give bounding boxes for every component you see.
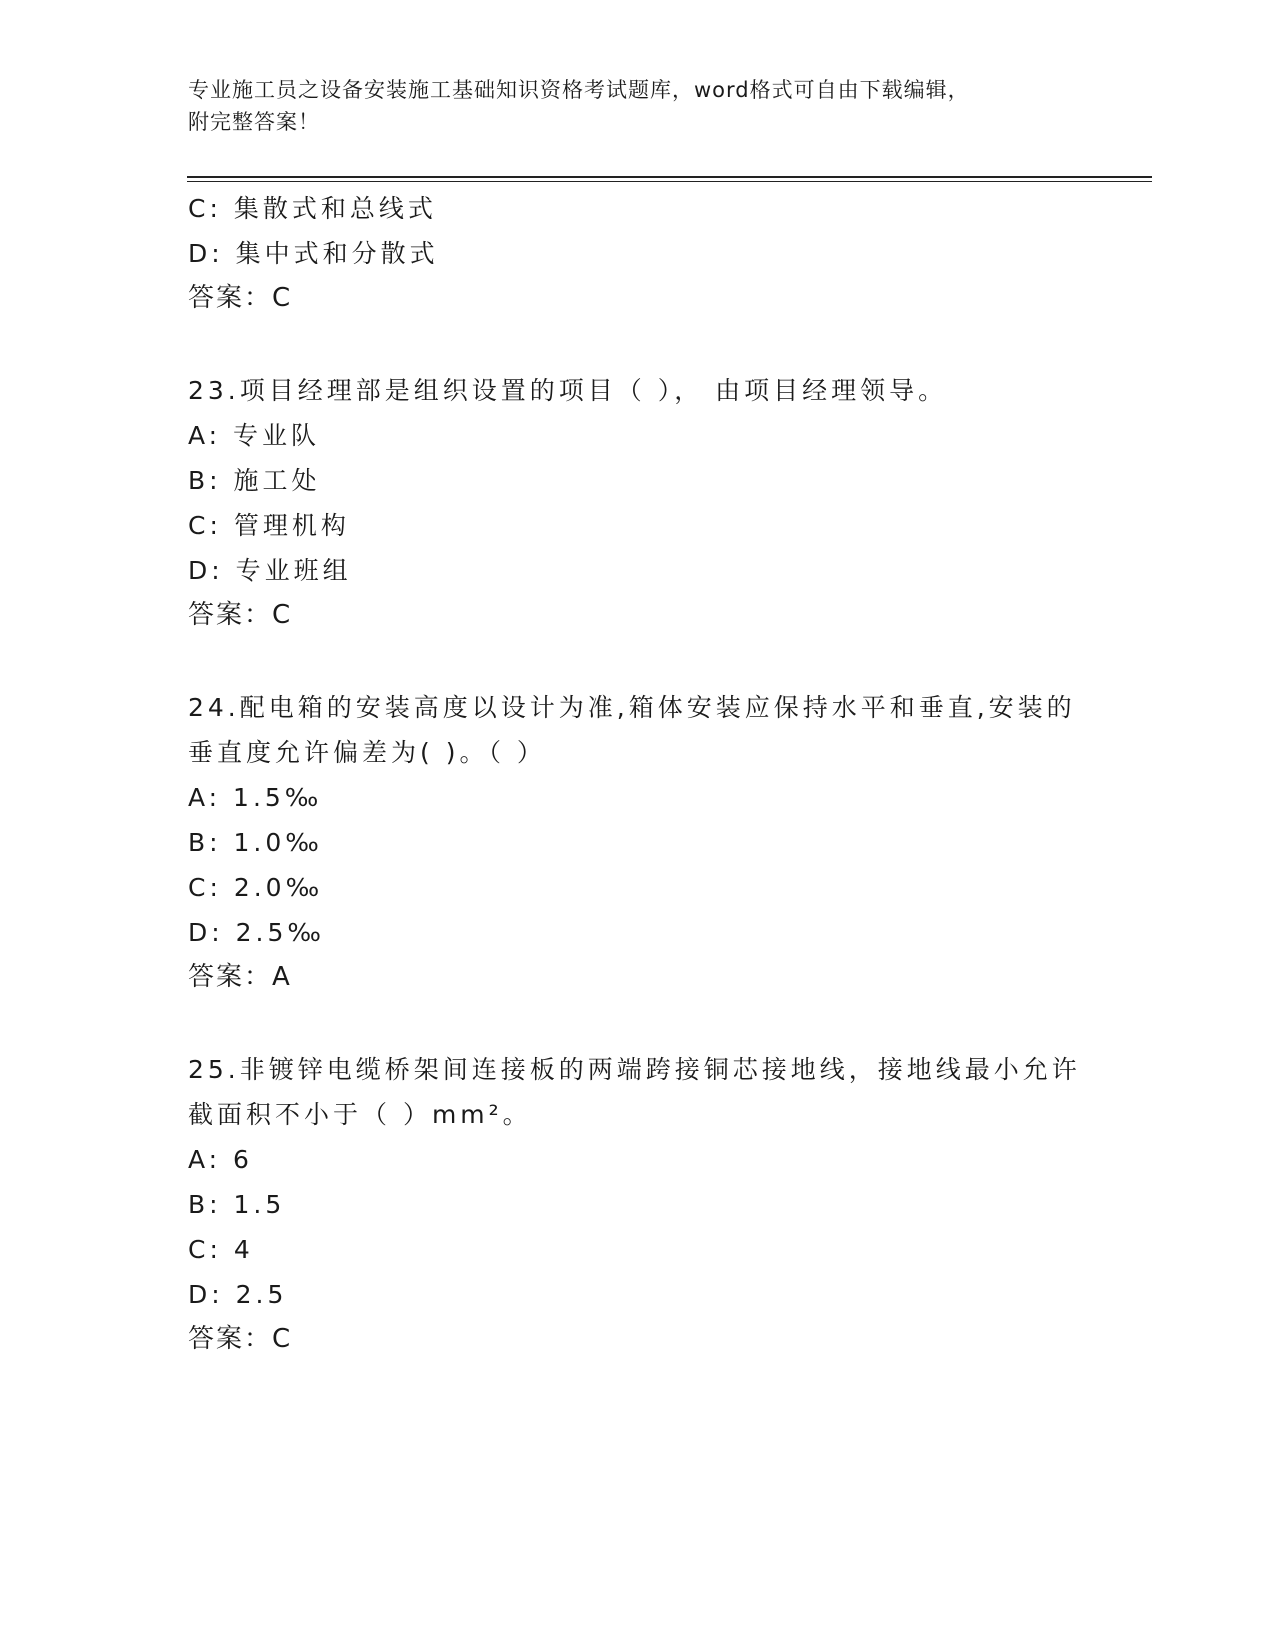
option-c: C: 集散式和总线式 [188,194,437,223]
option-a: A: 1.5‰ [188,783,323,812]
option-c: C: 2.0‰ [188,873,324,902]
option-d: D: 专业班组 [188,556,352,585]
question-24 [188,685,1088,1000]
question-spacer [188,1000,1088,1047]
answer-line: 答案：A [188,962,292,992]
header-title-line-2: 附完整答案！ [188,110,320,134]
question-22-continuation [188,186,1088,321]
header-title-line-1: 专业施工员之设备安装施工基础知识资格考试题库，word格式可自由下载编辑， [188,78,970,102]
option-a: A: 6 [188,1145,253,1174]
header-divider-thick [187,176,1152,178]
answer-line: 答案：C [188,600,293,630]
question-spacer [188,321,1088,368]
question-23 [188,368,1088,638]
question-stem-continued: 截面积不小于（ ）mm²。 [188,1100,532,1129]
question-stem-continued: 垂直度允许偏差为( )。（ ） [188,738,546,767]
question-25 [188,1047,1088,1362]
option-a: A: 专业队 [188,421,321,450]
question-stem: 25.非镀锌电缆桥架间连接板的两端跨接铜芯接地线，接地线最小允许 [188,1055,1081,1084]
question-stem: 24.配电箱的安装高度以设计为准,箱体安装应保持水平和垂直,安装的 [188,693,1076,722]
option-b: B: 1.5 [188,1190,286,1219]
option-c: C: 管理机构 [188,511,350,540]
answer-line: 答案：C [188,283,293,313]
question-spacer [188,638,1088,685]
option-c: C: 4 [188,1235,254,1264]
option-b: B: 1.0‰ [188,828,323,857]
option-d: D: 2.5 [188,1280,288,1309]
option-d: D: 2.5‰ [188,918,325,947]
option-d: D: 集中式和分散式 [188,239,439,268]
header-divider-thin [187,181,1152,182]
option-b: B: 施工处 [188,466,321,495]
question-list [188,186,1088,1362]
question-stem: 23.项目经理部是组织设置的项目（ ）， 由项目经理领导。 [188,376,948,405]
document-header [188,74,1068,138]
answer-line: 答案：C [188,1324,293,1354]
